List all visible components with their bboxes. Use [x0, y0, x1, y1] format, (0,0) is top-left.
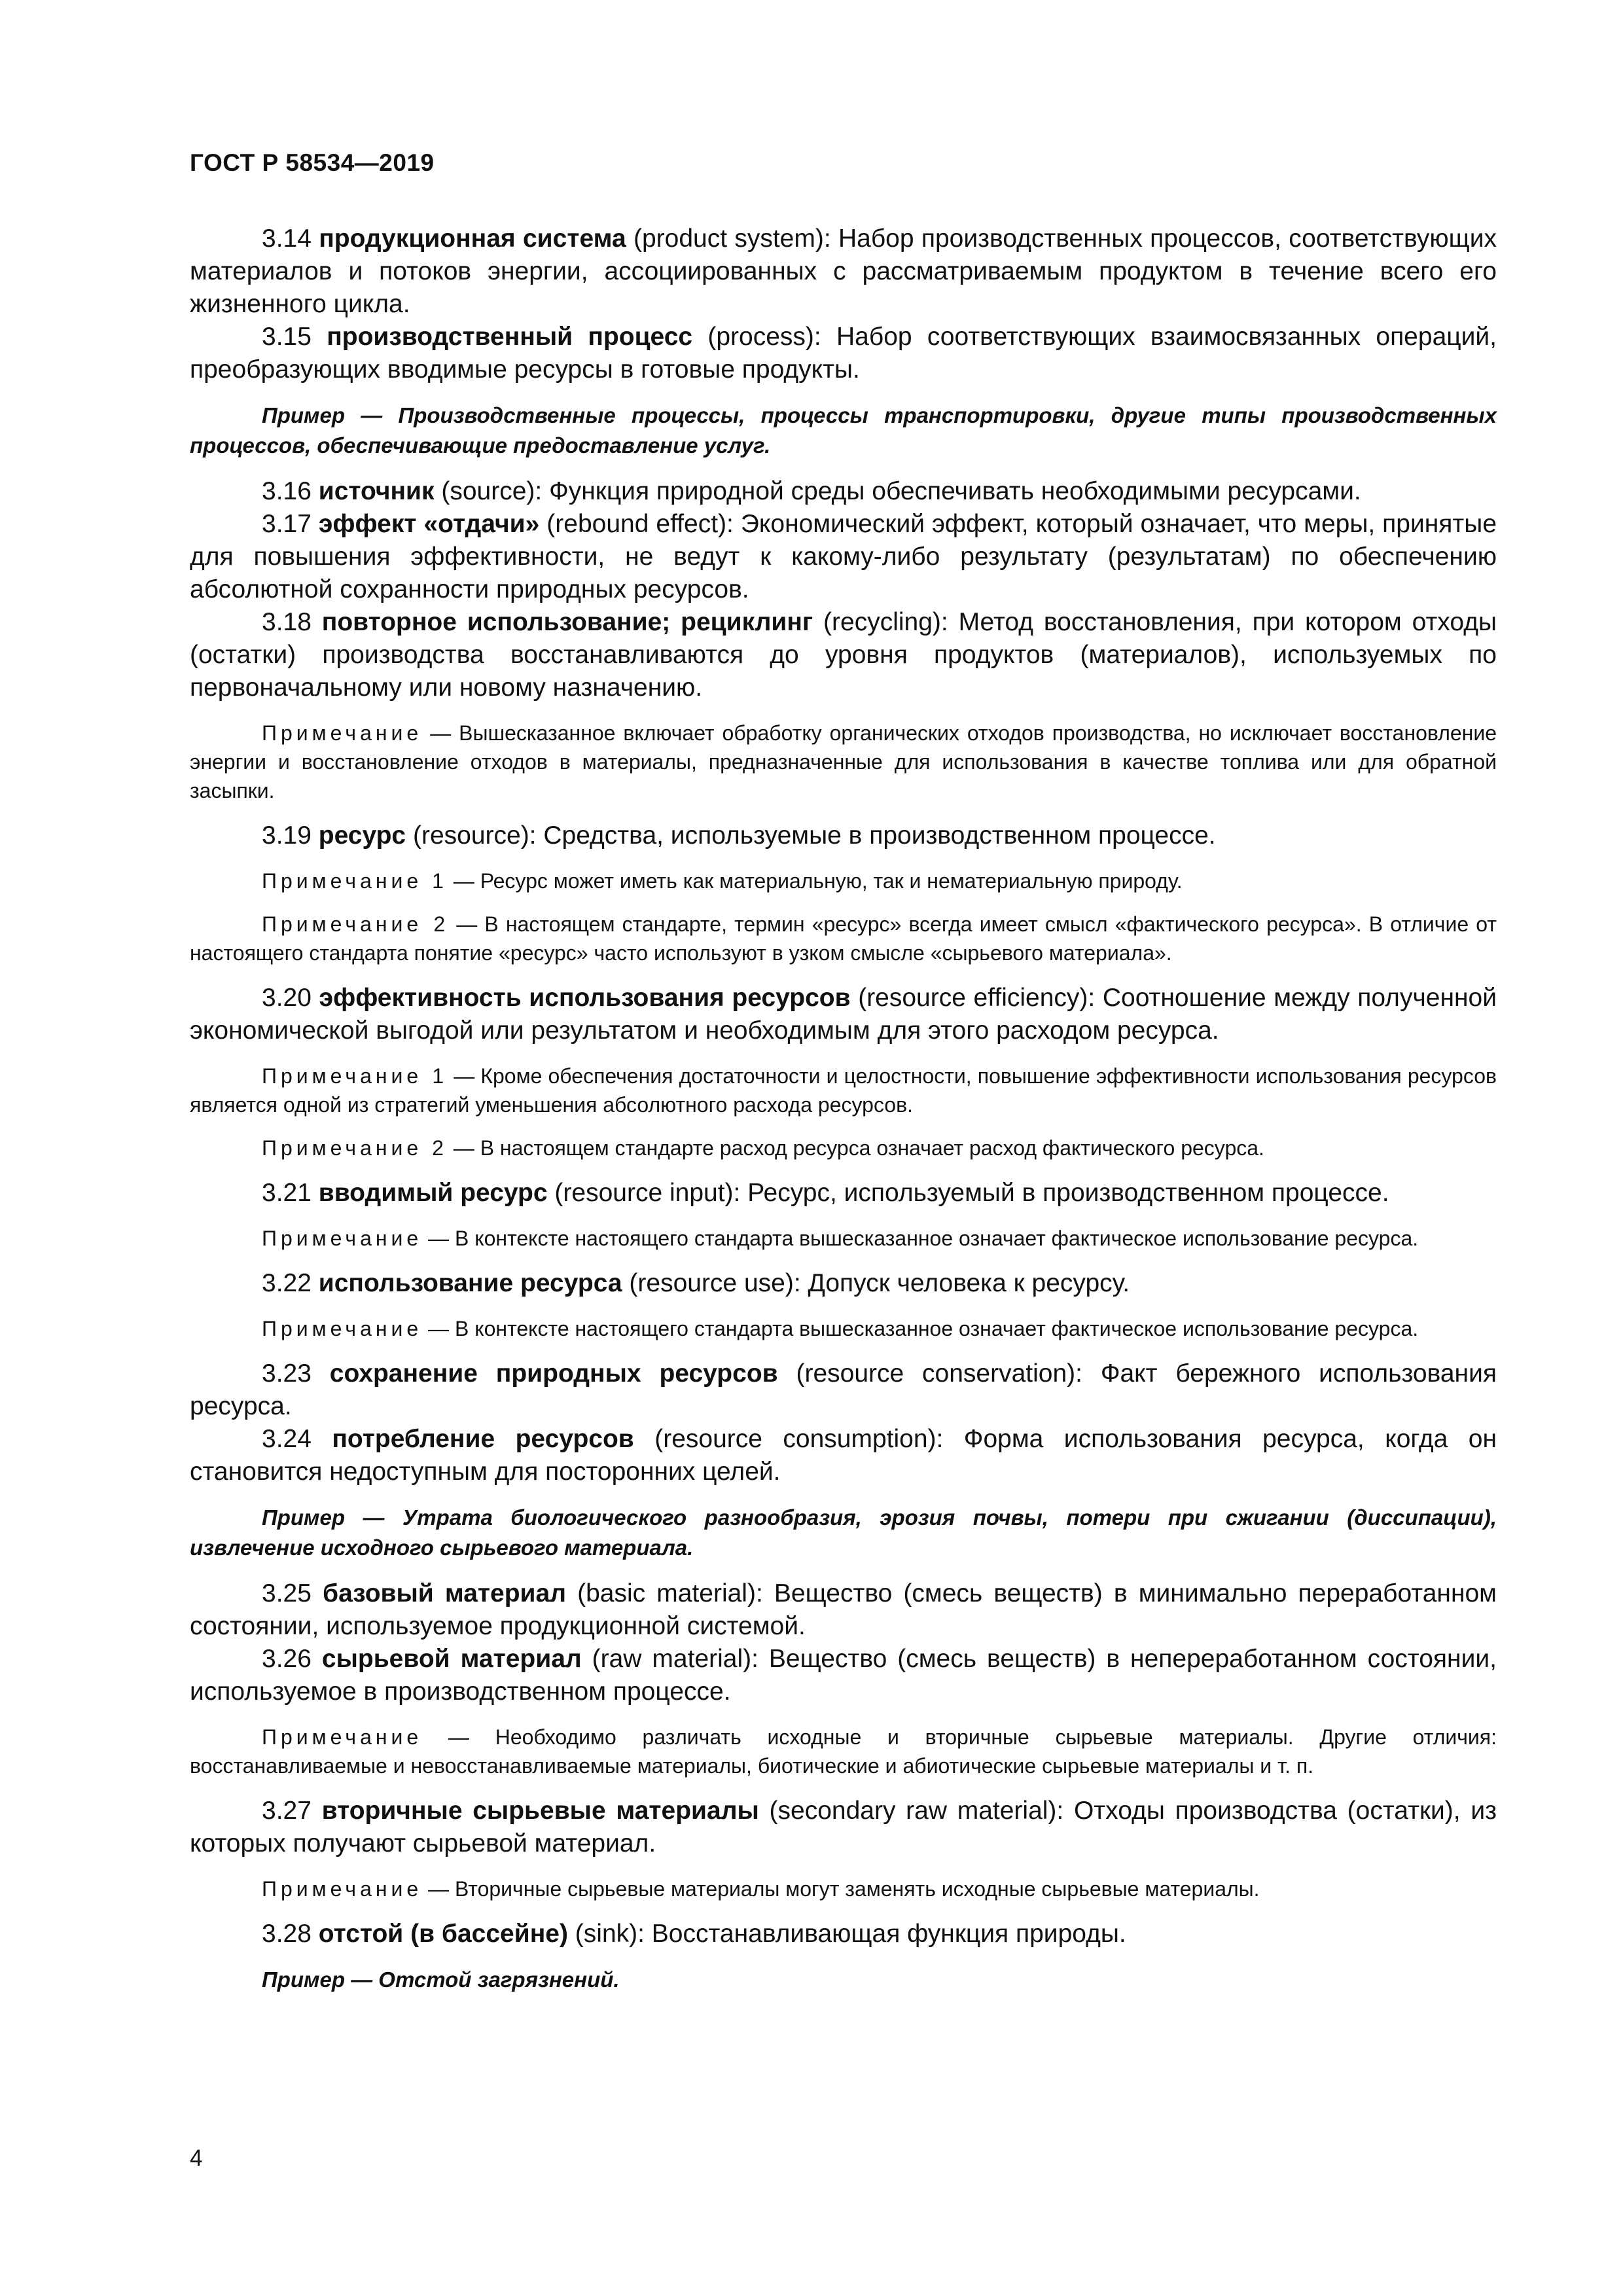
entry-definition: (resource efficiency): Соотношение между полученной экономической выгодой или результатом и необходимым для этого расходом ресурса.	[190, 984, 1497, 1045]
entry-definition: (raw material): Вещество (смесь веществ) в непереработанном состоянии, используемое в производственном процессе.	[190, 1645, 1497, 1706]
entry-3-22	[190, 1267, 1497, 1300]
entry-number: 3.26	[262, 1645, 322, 1673]
note-text: — Кроме обеспечения достаточности и целостности, повышение эффективности использования ресурсов является одной из стратегий уменьшения абсолютного расхода ресурсов.	[190, 1064, 1497, 1117]
note-text: — В настоящем стандарте, термин «ресурс» всегда имеет смысл «фактического ресурса». В отличие от настоящего стандарта понятие «ресурс» часто используют в узком смысле «сырьевого материала».	[190, 912, 1497, 965]
document-body	[190, 223, 1497, 2009]
entry-number: 3.23	[262, 1359, 330, 1388]
entry-3-19-note-2	[190, 910, 1497, 967]
entry-3-16	[190, 475, 1497, 508]
entry-number: 3.14	[262, 224, 319, 253]
note-text: — Вторичные сырьевые материалы могут заменять исходные сырьевые материалы.	[422, 1877, 1260, 1901]
document-header: ГОСТ Р 58534—2019	[190, 149, 435, 176]
entry-3-28	[190, 1918, 1497, 1950]
entry-3-25	[190, 1577, 1497, 1643]
entry-term: вторичные сырьевые материалы	[321, 1797, 759, 1825]
entry-term: сохранение природных ресурсов	[329, 1359, 778, 1388]
entry-definition: (rebound effect): Экономический эффект, который означает, что меры, принятые для повышения эффективности, не ведут к какому-либо результату (результатам) по обеспечению абсолютной сохранности природных ресурсов.	[190, 510, 1497, 603]
note-label: Примечание 1	[262, 869, 448, 893]
entry-definition: (resource input): Ресурс, используемый в производственном процессе.	[547, 1179, 1389, 1207]
entry-definition: (resource consumption): Форма использования ресурса, когда он становится недоступным для посторонних целей.	[190, 1425, 1497, 1486]
note-label: Примечание	[262, 1725, 423, 1749]
note-label: Примечание 1	[262, 1064, 448, 1088]
entry-number: 3.20	[262, 984, 319, 1012]
note-label: Примечание	[262, 1227, 423, 1250]
entry-3-20-note-1	[190, 1062, 1497, 1119]
entry-term: эффективность использования ресурсов	[319, 984, 851, 1012]
page-number: 4	[190, 2145, 203, 2171]
note-label: Примечание 2	[262, 1136, 448, 1160]
entry-3-15-example: Пример — Производственные процессы, процессы транспортировки, другие типы производственных процессов, обеспечивающие предоставление услуг.	[190, 403, 1497, 457]
entry-term: вводимый ресурс	[318, 1179, 548, 1207]
entry-3-20	[190, 982, 1497, 1047]
entry-3-26	[190, 1643, 1497, 1708]
entry-term: использование ресурса	[318, 1269, 622, 1297]
entry-number: 3.25	[262, 1579, 323, 1607]
entry-number: 3.22	[262, 1269, 319, 1297]
entry-3-18	[190, 606, 1497, 704]
entry-3-20-note-2	[190, 1134, 1497, 1162]
note-text: — Вышесказанное включает обработку органических отходов производства, но исключает восстановление энергии и восстановление отходов в материалы, предназначенные для использования в качестве топлива или для обратной засыпки.	[190, 721, 1497, 802]
entry-term: сырьевой материал	[321, 1645, 582, 1673]
note-label: Примечание	[262, 1317, 423, 1340]
entry-definition: (resource conservation): Факт бережного использования ресурса.	[190, 1359, 1497, 1420]
note-text: — Необходимо различать исходные и вторичные сырьевые материалы. Другие отличия: восстанавливаемые и невосстанавливаемые материалы, биотические и абиотические сырьевые материалы и т. п.	[190, 1725, 1497, 1778]
note-label: Примечание 2	[262, 912, 450, 936]
entry-definition: (basic material): Вещество (смесь веществ) в минимально переработанном состоянии, используемое продукционной системой.	[190, 1579, 1497, 1640]
entry-definition: (recycling): Метод восстановления, при котором отходы (остатки) производства восстанавливаются до уровня продуктов (материалов), используемых по первоначальному или новому назначению.	[190, 608, 1497, 702]
entry-3-24-example: Пример — Утрата биологического разнообразия, эрозия почвы, потери при сжигании (диссипации), извлечение исходного сырьевого материала.	[190, 1505, 1497, 1560]
note-label: Примечание	[262, 1877, 423, 1901]
entry-term: потребление ресурсов	[332, 1425, 634, 1453]
entry-term: эффект «отдачи»	[318, 510, 540, 538]
entry-definition: (source): Функция природной среды обеспечивать необходимыми ресурсами.	[434, 477, 1361, 505]
entry-number: 3.27	[262, 1797, 322, 1825]
entry-number: 3.21	[262, 1179, 319, 1207]
entry-number: 3.24	[262, 1425, 332, 1453]
entry-3-15	[190, 321, 1497, 386]
entry-term: повторное использование; рециклинг	[321, 608, 813, 636]
note-text: — В контексте настоящего стандарта вышесказанное означает фактическое использование ресурса.	[422, 1317, 1419, 1340]
entry-term: производственный процесс	[327, 323, 693, 351]
entry-3-19-note-1	[190, 867, 1497, 895]
entry-definition: (process): Набор соответствующих взаимосвязанных операций, преобразующих вводимые ресурсы в готовые продукты.	[190, 323, 1497, 384]
entry-number: 3.19	[262, 821, 319, 850]
entry-term: базовый материал	[323, 1579, 566, 1607]
entry-number: 3.16	[262, 477, 319, 505]
entry-3-21	[190, 1177, 1497, 1210]
note-text: — В контексте настоящего стандарта вышесказанное означает фактическое использование ресурса.	[422, 1227, 1419, 1250]
entry-number: 3.15	[262, 323, 327, 351]
note-label: Примечание	[262, 721, 423, 745]
entry-3-17	[190, 508, 1497, 606]
entry-3-26-note	[190, 1723, 1497, 1780]
entry-3-27	[190, 1795, 1497, 1860]
entry-definition: (product system): Набор производственных процессов, соответствующих материалов и потоков энергии, ассоциированных с рассматриваемым продуктом в течение всего его жизненного цикла.	[190, 224, 1497, 318]
entry-3-23	[190, 1357, 1497, 1423]
entry-term: отстой (в бассейне)	[318, 1920, 568, 1948]
entry-3-24	[190, 1423, 1497, 1488]
entry-3-28-example: Пример — Отстой загрязнений.	[262, 1967, 620, 1992]
note-text: — Ресурс может иметь как материальную, так и нематериальную природу.	[447, 869, 1183, 893]
entry-definition: (resource): Средства, используемые в производственном процессе.	[406, 821, 1216, 850]
entry-3-18-note	[190, 719, 1497, 805]
entry-definition: (sink): Восстанавливающая функция природы.	[567, 1920, 1126, 1948]
note-text: — В настоящем стандарте расход ресурса означает расход фактического ресурса.	[447, 1136, 1264, 1160]
entry-term: ресурс	[318, 821, 406, 850]
entry-number: 3.18	[262, 608, 322, 636]
entry-definition: (secondary raw material): Отходы производства (остатки), из которых получают сырьевой материал.	[190, 1797, 1497, 1857]
entry-3-21-note	[190, 1224, 1497, 1253]
entry-number: 3.17	[262, 510, 319, 538]
entry-3-14	[190, 223, 1497, 321]
entry-definition: (resource use): Допуск человека к ресурсу.	[622, 1269, 1130, 1297]
entry-3-27-note	[190, 1874, 1497, 1903]
entry-3-19	[190, 819, 1497, 852]
entry-term: продукционная система	[319, 224, 626, 253]
entry-term: источник	[318, 477, 435, 505]
entry-3-22-note	[190, 1314, 1497, 1343]
entry-number: 3.28	[262, 1920, 319, 1948]
